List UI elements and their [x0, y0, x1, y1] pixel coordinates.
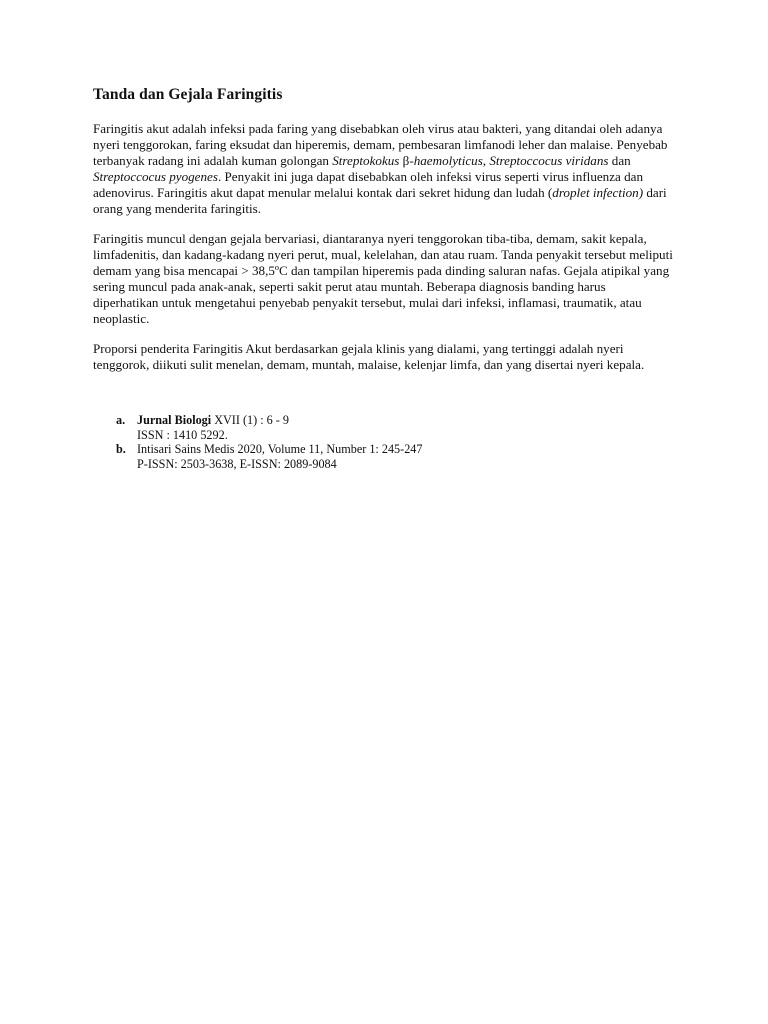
reference-issn: ISSN : 1410 5292.	[137, 427, 228, 442]
paragraph-proportion: Proporsi penderita Faringitis Akut berdasarkan gejala klinis yang dialami, yang tertinggi adalah nyeri tenggorok, diikuti sulit menelan, demam, muntah, malaise, kelenjar limfa, dan yang disertai nyeri kepala.	[93, 341, 645, 372]
reference-issn: P-ISSN: 2503-3638, E-ISSN: 2089-9084	[137, 456, 337, 471]
reference-item	[93, 413, 673, 442]
text-run: dari orang yang menderita faringitis.	[93, 185, 667, 216]
text-run: Faringitis akut adalah infeksi pada faring yang disebabkan oleh virus atau bakteri, yang ditandai oleh adanya nyeri tenggorokan, faring eksudat dan hiperemis, demam, pembesaran limfanodi leher dan malaise. Penyebab terbanyak radang ini adalah kuman golongan	[93, 121, 668, 168]
reference-line: Intisari Sains Medis 2020, Volume 11, Number 1: 245-247	[137, 442, 423, 456]
italic-term: Streptoccocus viridans	[489, 153, 609, 168]
italic-term: droplet infection)	[552, 185, 644, 200]
text-run: . Penyakit ini juga dapat disebabkan oleh infeksi virus seperti virus influenza dan adenovirus. Faringitis akut dapat menular melalui kontak dari sekret hidung dan ludah (	[93, 169, 644, 200]
reference-marker: a.	[116, 413, 126, 427]
reference-list	[93, 413, 673, 471]
italic-term: Streptokokus	[332, 153, 400, 168]
text-run: ,	[482, 153, 490, 168]
paragraph-definition	[93, 121, 673, 217]
reference-item	[93, 442, 673, 471]
reference-body	[137, 413, 673, 442]
paragraph-symptoms: Faringitis muncul dengan gejala bervariasi, diantaranya nyeri tenggorokan tiba-tiba, demam, sakit kepala, limfadenitis, dan kadang-kadang nyeri perut, mual, kelelahan, dan atau ruam. Tanda penyakit tersebut meliputi demam yang bisa mencapai > 38,5ºC dan tampilan hiperemis pada dinding saluran nafas. Gejala atipikal yang sering muncul pada anak-anak, seperti sakit perut atau muntah. Beberapa diagnosis banding harus diperhatikan untuk mengetahui penyebab penyakit tersebut, mulai dari infeksi, inflamasi, traumatik, atau neoplastic.	[93, 231, 673, 326]
journal-name: Jurnal Biologi	[137, 413, 212, 427]
text-run: dan	[608, 153, 631, 168]
journal-detail: XVII (1) : 6 - 9	[211, 413, 290, 427]
reference-body	[137, 442, 673, 471]
reference-line	[137, 413, 673, 428]
text-run: β-	[399, 153, 414, 168]
italic-term: haemolyticus	[413, 153, 483, 168]
reference-marker: b.	[116, 442, 126, 456]
document-page	[93, 86, 673, 471]
italic-term: Streptoccocus pyogenes	[93, 169, 218, 184]
page-title: Tanda dan Gejala Faringitis	[93, 86, 283, 103]
